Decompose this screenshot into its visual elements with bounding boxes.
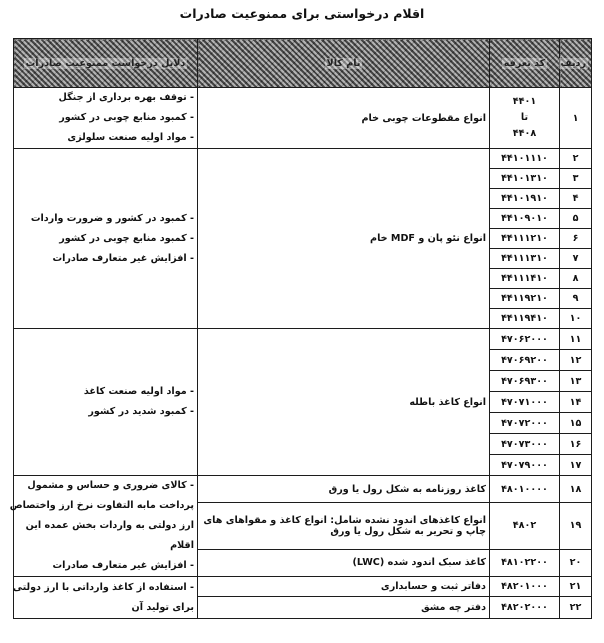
tariff-code: ۴۸۰۱۰۰۰۰ [490,476,560,503]
row-number: ۱۳ [560,371,592,392]
table-row [14,476,592,503]
row-number: ۱۸ [560,476,592,503]
tariff-code: ۴۴۱۱۱۳۱۰ [490,249,560,269]
tariff-code-part: تا [520,112,529,123]
reason-line: - کمبود منابع چوبی در کشور [59,232,194,244]
row-number: ۱۴ [560,392,592,413]
tariff-code: ۴۷۰۷۱۰۰۰ [490,392,560,413]
tariff-code: ۴۸۲۰۱۰۰۰ [490,577,560,597]
header-row-number: ردیف [560,39,592,88]
ban-reasons [14,329,198,476]
row-number: ۴ [560,189,592,209]
tariff-code: ۴۷۰۶۹۳۰۰ [490,371,560,392]
row-number: ۱ [560,88,592,149]
tariff-code: ۴۴۱۰۱۹۱۰ [490,189,560,209]
tariff-code: ۴۷۰۷۹۰۰۰ [490,455,560,476]
item-name: کاغذ روزنامه به شکل رول یا ورق [198,476,490,503]
reason-line: ارز دولتی به واردات بخش عمده این [25,520,194,531]
reason-line: پرداخت مابه التفاوت نرخ ارز واختصاص [9,500,194,511]
row-number: ۷ [560,249,592,269]
row-number: ۱۲ [560,350,592,371]
page-title: اقلام درخواستی برای ممنوعیت صادرات [179,6,425,21]
row-number: ۱۹ [560,503,592,550]
ban-reasons [9,476,198,577]
tariff-code: ۴۷۰۶۹۲۰۰ [490,350,560,371]
row-number: ۱۵ [560,413,592,434]
table-row [14,88,592,149]
row-number: ۱۶ [560,434,592,455]
export-ban-table [9,38,592,619]
header-item-name: نام کالا [198,39,490,88]
tariff-code: ۴۴۱۱۱۴۱۰ [490,269,560,289]
row-number: ۱۱ [560,329,592,350]
tariff-code-part: ۴۴۰۱ [512,96,537,107]
tariff-code: ۴۸۲۰۲۰۰۰ [490,597,560,619]
table-row [14,149,592,169]
row-number: ۱۷ [560,455,592,476]
tariff-code: ۴۴۱۱۹۲۱۰ [490,289,560,309]
tariff-code: ۴۴۱۰۱۳۱۰ [490,169,560,189]
header-row [14,39,592,88]
reason-line: - مواد اولیه صنعت کاغذ [83,386,194,397]
row-number: ۶ [560,229,592,249]
tariff-code: ۴۷۰۷۳۰۰۰ [490,434,560,455]
reason-line: - افزایش غیر متعارف صادرات [52,560,194,571]
row-number: ۲۲ [560,597,592,619]
row-number: ۳ [560,169,592,189]
reason-line: - استفاده از کاغذ وارداتی با ارز دولتی [12,581,194,593]
item-name: انواع نئو پان و MDF خام [198,149,490,329]
reason-line: - افزایش غیر متعارف صادرات [52,252,194,264]
header-tariff-code: کد تعرفه [490,39,560,88]
header-ban-reasons: دلایل درخواست ممنوعیت صادرات [14,39,198,88]
reason-line: - کالای ضروری و حساس و مشمول [27,480,194,491]
row-number: ۲۱ [560,577,592,597]
reason-line: - کمبود منابع چوبی در کشور [59,112,194,123]
tariff-code: ۴۴۱۱۹۴۱۰ [490,309,560,329]
reason-line: اقلام [170,540,194,551]
tariff-code: ۴۷۰۷۲۰۰۰ [490,413,560,434]
reason-line: - توقف بهره برداری از جنگل [58,92,194,103]
tariff-code: ۴۷۰۶۲۰۰۰ [490,329,560,350]
item-name: انواع کاغذهای اندود نشده شامل: انواع کاغذ و مقواهای های چاپ و تحریر به شکل رول یا ورق [198,503,490,550]
row-number: ۵ [560,209,592,229]
item-name: کاغذ سبک اندود شده (LWC) [198,549,490,576]
row-number: ۸ [560,269,592,289]
table-row [14,329,592,350]
reason-line: برای تولید آن [131,601,194,613]
tariff-code [490,88,560,149]
item-name: انواع مقطوعات چوبی خام [198,88,490,149]
row-number: ۲ [560,149,592,169]
reason-line: - کمبود شدید در کشور [88,406,194,417]
row-number: ۱۰ [560,309,592,329]
row-number: ۹ [560,289,592,309]
tariff-code: ۴۴۱۱۱۲۱۰ [490,229,560,249]
tariff-code: ۴۸۰۲ [490,503,560,550]
table-row [14,577,592,597]
item-name: دفتر چه مشق [198,597,490,619]
ban-reasons [14,88,198,149]
tariff-code-part: ۴۴۰۸ [512,128,537,139]
tariff-code: ۴۴۱۰۱۱۱۰ [490,149,560,169]
tariff-code: ۴۴۱۰۹۰۱۰ [490,209,560,229]
reason-line: - کمبود در کشور و ضرورت واردات [30,212,194,224]
tariff-code: ۴۸۱۰۲۲۰۰ [490,549,560,576]
item-name: دفاتر ثبت و حسابداری [198,577,490,597]
reason-line: - مواد اولیه صنعت سلولزی [67,132,194,143]
item-name: انواع کاغذ باطله [198,329,490,476]
ban-reasons [14,149,198,329]
row-number: ۲۰ [560,549,592,576]
ban-reasons [14,577,198,619]
